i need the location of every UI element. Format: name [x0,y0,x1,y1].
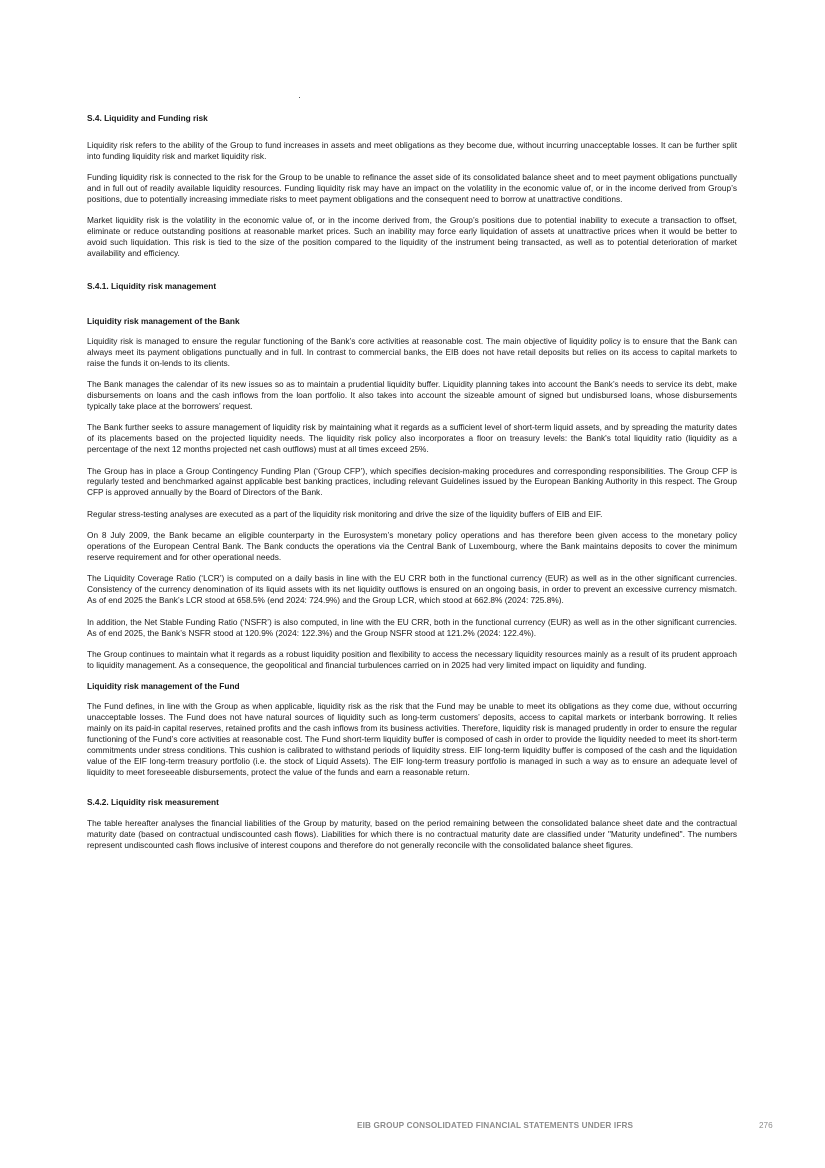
paragraph-heading: Liquidity risk management of the Bank [87,315,240,326]
paragraph: Regular stress-testing analyses are executed as a part of the liquidity risk monitoring and drive the size of the liquidity buffers of EIB and EIF. [87,508,603,519]
paragraph: In addition, the Net Stable Funding Ratio (‘NSFR’) is also computed, in line with the EU CRR, both in the functional currency (EUR) as well as in the other significant currencies. As of end 2025, the Bank’s NSFR stood at 120.9% (2024: 122.3%) and the Group NSFR stood at 121.2% (2024: 122.4%). [87,616,737,638]
subsection-heading: S.4.2. Liquidity risk measurement [87,797,219,808]
section-heading: S.4. Liquidity and Funding risk [87,113,208,123]
page-footer [0,1121,825,1133]
paragraph: The table hereafter analyses the financial liabilities of the Group by maturity, based on the period remaining between the consolidated balance sheet date and the contractual maturity date (based on contractual undiscounted cash flows). Liabilities for which there is no contractual maturity date are classified under "Maturity undefined". The numbers represent undiscounted cash flows inclusive of interest coupons and therefore do not generally reconcile with the consolidated balance sheet figures. [87,818,737,851]
paragraph-heading: Liquidity risk management of the Fund [87,681,240,692]
paragraph: The Fund defines, in line with the Group as when applicable, liquidity risk as the risk that the Fund may be unable to meet its obligations as they come due, without occurring unacceptable losses. The Fund does not have natural sources of liquidity such as long-term customers’ deposits, access to capital markets or interbank borrowing. It relies mainly on its paid-in capital reserves, retained profits and the cash inflows from its business activities. Therefore, liquidity risk is managed prudently in order to ensure the regular functioning of the Fund’s core activities at reasonable cost. The Fund short-term liquidity buffer is composed of cash in order to provide the liquidity needed to meet its short-term commitments under stress conditions. This cushion is calibrated to withstand periods of liquidity stress. EIF long-term liquidity buffer is composed of the cash and the liquidation value of the EIF long-term treasury portfolio (i.e. the stock of Liquid Assets). The EIF long-term treasury portfolio is managed in such a way as to ensure an adequate level of liquidity to meet foreseeable disbursements, protect the value of the funds and earn a reasonable return. [87,701,737,777]
paragraph: The Group continues to maintain what it regards as a robust liquidity position and flexibility to access the necessary liquidity resources mainly as a result of its prudent approach to liquidity management. As a consequence, the geopolitical and financial turbulences carried on in 2025 had very limited impact on liquidity and funding. [87,648,737,670]
paragraph: Liquidity risk refers to the ability of the Group to fund increases in assets and meet obligations as they become due, without incurring unacceptable losses. It can be further split into funding liquidity risk and market liquidity risk. [87,139,737,161]
paragraph: Market liquidity risk is the volatility in the economic value of, or in the income derived from, the Group’s positions due to potential inability to execute a transaction to offset, eliminate or reduce outstanding positions at reasonable market prices. Such an inability may force early liquidation of assets at unattractive prices when it would be better to avoid such liquidation. This risk is tied to the size of the position compared to the liquidity of the instrument being transacted, as well as to potential deterioration of market availability and efficiency. [87,215,737,259]
paragraph: The Bank further seeks to assure management of liquidity risk by maintaining what it regards as a sufficient level of short-term liquid assets, and by spreading the maturity dates of its placements based on the projected liquidity needs. The liquidity risk policy also incorporates a floor on treasury levels: the Bank's total liquidity ratio (liquidity as a percentage of the next 12 months projected net cash outflows) must at all times exceed 25%. [87,422,737,455]
paragraph: The Group has in place a Group Contingency Funding Plan (‘Group CFP’), which specifies decision-making procedures and corresponding responsibilities. The Group CFP is regularly tested and benchmarked against applicable best banking practices, including relevant Guidelines issued by the European Banking Authority in this respect. The Group CFP is approved annually by the Board of Directors of the Bank. [87,465,737,498]
paragraph: The Liquidity Coverage Ratio (‘LCR’) is computed on a daily basis in line with the EU CRR both in the functional currency (EUR) as well as in the other significant currencies. Consistency of the currency denomination of its liquid assets with its net liquidity outflows is ensured on an ongoing basis, in order to prevent an excessive currency mismatch. As of end 2025 the Bank’s LCR stood at 658.5% (end 2024: 724.9%) and the Group LCR, which stood at 662.8% (2024: 725.8%). [87,573,737,606]
paragraph: The Bank manages the calendar of its new issues so as to maintain a prudential liquidity buffer. Liquidity planning takes into account the Bank’s needs to service its debt, make disbursements on loans and the cash inflows from the loan portfolio. It also takes into account the sizeable amount of signed but undisbursed loans, whose disbursements typically take place at the borrowers’ request. [87,379,737,411]
page-number: 276 [759,1121,773,1130]
footer-title: EIB GROUP CONSOLIDATED FINANCIAL STATEMENTS UNDER IFRS [357,1121,634,1130]
paragraph: Funding liquidity risk is connected to the risk for the Group to be unable to refinance the asset side of its consolidated balance sheet and to meet payment obligations punctually and in full out of readily available liquidity resources. Funding liquidity risk may have an impact on the volatility in the economic value of, or in the income derived from Group’s positions, due to potentially increasing immediate risks to meet payment obligations and the consequent need to borrow at unattractive conditions. [87,172,737,205]
paragraph: Liquidity risk is managed to ensure the regular functioning of the Bank’s core activities at reasonable cost. The main objective of liquidity policy is to ensure that the Bank can always meet its payment obligations punctually and in full. In contrast to commercial banks, the EIB does not have retail deposits but relies on its access to capital markets to raise the funds it on-lends to its clients. [87,335,737,368]
stray-dot [299,97,300,98]
subsection-heading: S.4.1. Liquidity risk management [87,281,217,292]
document-body [87,113,737,862]
paragraph: On 8 July 2009, the Bank became an eligible counterparty in the Eurosystem’s monetary policy operations and has therefore been given access to the monetary policy operations of the European Central Bank. The Bank conducts the operations via the Central Bank of Luxembourg, where the Bank maintains deposits to cover the minimum reserve requirement and for other operational needs. [87,530,737,562]
